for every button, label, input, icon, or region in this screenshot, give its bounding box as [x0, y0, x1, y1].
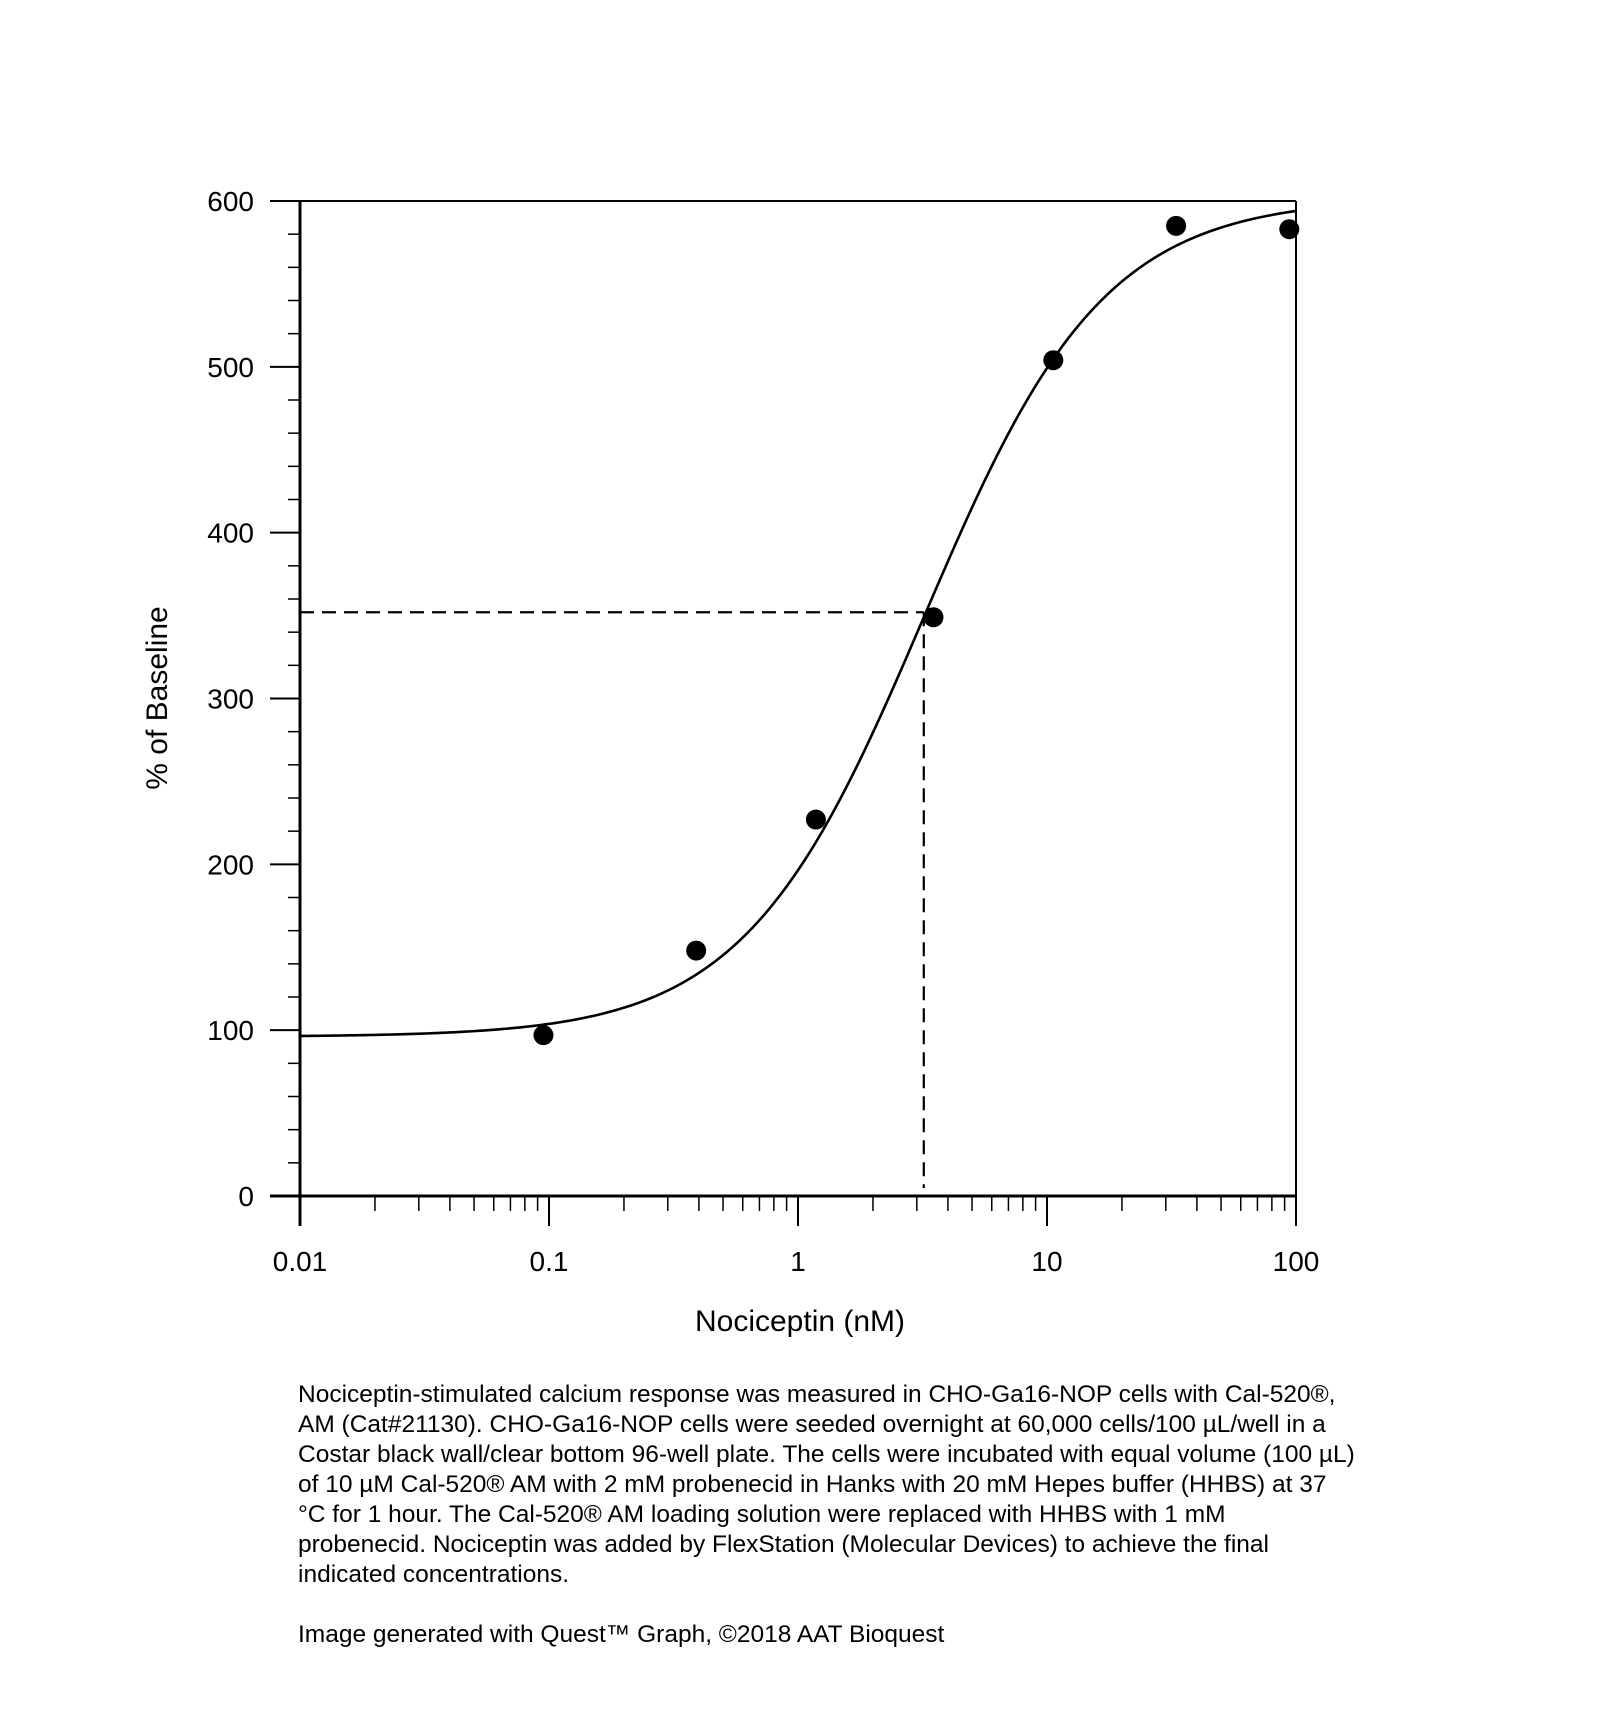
y-tick-label: 600	[207, 186, 254, 217]
data-point	[1043, 350, 1063, 370]
caption-credit: Image generated with Quest™ Graph, ©2018 AAT Bioquest	[298, 1621, 945, 1648]
x-axis-ticks	[273, 1196, 1320, 1277]
x-tick-label: 10	[1031, 1246, 1063, 1277]
y-axis-ticks	[207, 186, 300, 1212]
data-point	[806, 810, 826, 830]
ec50-guide-lines	[300, 612, 924, 1188]
y-tick-label: 0	[238, 1181, 254, 1212]
y-tick-label: 500	[207, 351, 254, 383]
x-tick-label: 100	[1272, 1246, 1320, 1277]
caption-text: Nociceptin-stimulated calcium response was measured in CHO-Ga16-NOP cells with Cal-520®, AM (Cat#21130). CHO-Ga16-NOP cells were seeded overnight at 60,000 cells/100 µL/well in a Costar black wall/clear bottom 96-well plate. The cells were incubated with equal volume (100 µL) of 10 µM Cal-520® AM with 2 mM probenecid in Hanks with 20 mM Hepes buffer (HHBS) at 37 °C for 1 hour. The Cal-520® AM loading solution were replaced with HHBS with 1 mM probenecid. Nociceptin was added by FlexStation (Molecular Devices) to achieve the final indicated concentrations.	[298, 1381, 1355, 1588]
y-tick-label: 200	[207, 849, 254, 881]
plot-frame	[270, 201, 1296, 1226]
x-tick-label: 0.01	[272, 1246, 328, 1277]
x-tick-label: 1	[790, 1246, 806, 1277]
data-point	[923, 607, 943, 627]
figure-caption	[298, 1380, 1358, 1650]
data-point	[533, 1025, 553, 1045]
y-tick-label: 100	[207, 1015, 254, 1047]
data-point	[686, 941, 706, 961]
y-tick-label: 300	[207, 683, 254, 715]
y-axis-label: % of Baseline	[141, 606, 174, 790]
x-axis-label: Nociceptin (nM)	[694, 1305, 906, 1338]
y-tick-label: 400	[207, 517, 254, 549]
data-point	[1279, 219, 1299, 239]
data-point	[1166, 216, 1186, 236]
data-points	[533, 216, 1299, 1045]
x-tick-label: 0.1	[529, 1246, 569, 1277]
fit-curve-group	[300, 211, 1296, 1036]
fit-curve	[300, 211, 1296, 1036]
